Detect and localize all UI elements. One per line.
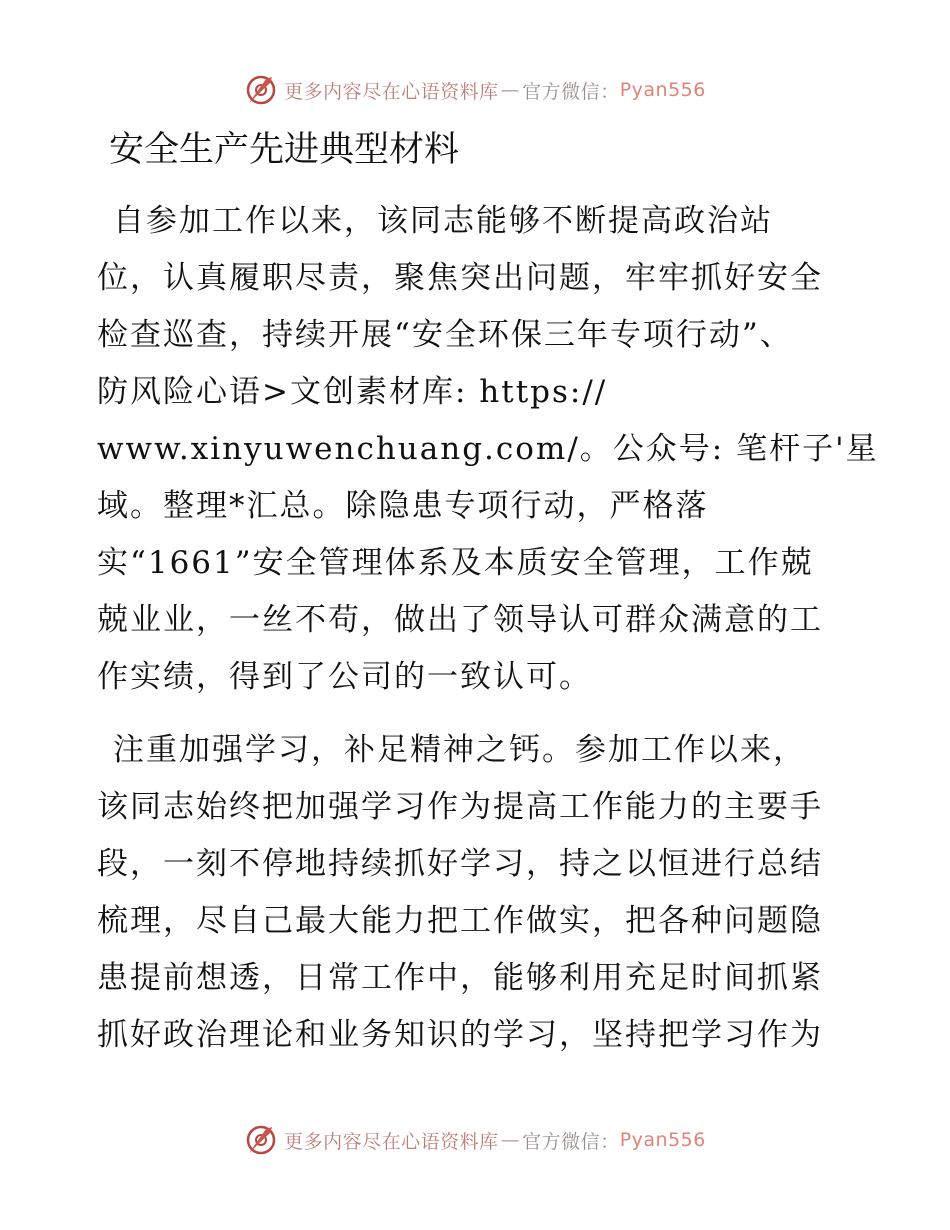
paragraph-line: 该同志始终把加强学习作为提高工作能力的主要手 [97,789,823,825]
quill-logo-icon [244,73,278,107]
paragraph-line: 实“1661”安全管理体系及本质安全管理，工作兢 [97,545,814,581]
document-title: 安全生产先进典型材料 [109,130,460,170]
paragraph-line: 检查巡查，持续开展“安全环保三年专项行动”、 [97,317,793,353]
paragraph-line: 兢业业，一丝不苟，做出了领导认可群众满意的工 [97,602,823,638]
quill-logo-icon [244,1123,278,1157]
paragraph-line: www.xinyuwenchuang.com/。公众号: 笔杆子'星 [97,431,879,467]
paragraph-line: 自参加工作以来，该同志能够不断提高政治站 [113,203,773,239]
watermark-text: 更多内容尽在心语资料库 [284,1130,499,1153]
paragraph-line: 防风险心语>文创素材库: https:// [97,374,608,410]
watermark-separator: — [500,79,521,101]
paragraph-line: 梳理，尽自己最大能力把工作做实，把各种问题隐 [97,903,823,939]
watermark-text: 更多内容尽在心语资料库 [284,80,499,103]
header-watermark [0,70,950,110]
paragraph-line: 作实绩，得到了公司的一致认可。 [97,659,592,695]
paragraph-line: 段，一刻不停地持续抓好学习，持之以恒进行总结 [97,846,823,882]
wechat-label: 官方微信： [522,1130,620,1153]
paragraph-line: 位，认真履职尽责，聚焦突出问题，牢牢抓好安全 [97,260,823,296]
watermark-separator: — [500,1129,521,1151]
wechat-id: Pyan556 [619,1129,706,1151]
paragraph-line: 患提前想透，日常工作中，能够利用充足时间抓紧 [97,960,823,996]
wechat-id: Pyan556 [619,79,706,101]
paragraph-line: 抓好政治理论和业务知识的学习，坚持把学习作为 [97,1017,823,1053]
paragraph-line: 注重加强学习，补足精神之钙。参加工作以来， [113,732,806,768]
footer-watermark [0,1120,950,1160]
wechat-label: 官方微信： [522,80,620,103]
paragraph-line: 域。整理*汇总。除隐患专项行动，严格落 [97,488,709,524]
